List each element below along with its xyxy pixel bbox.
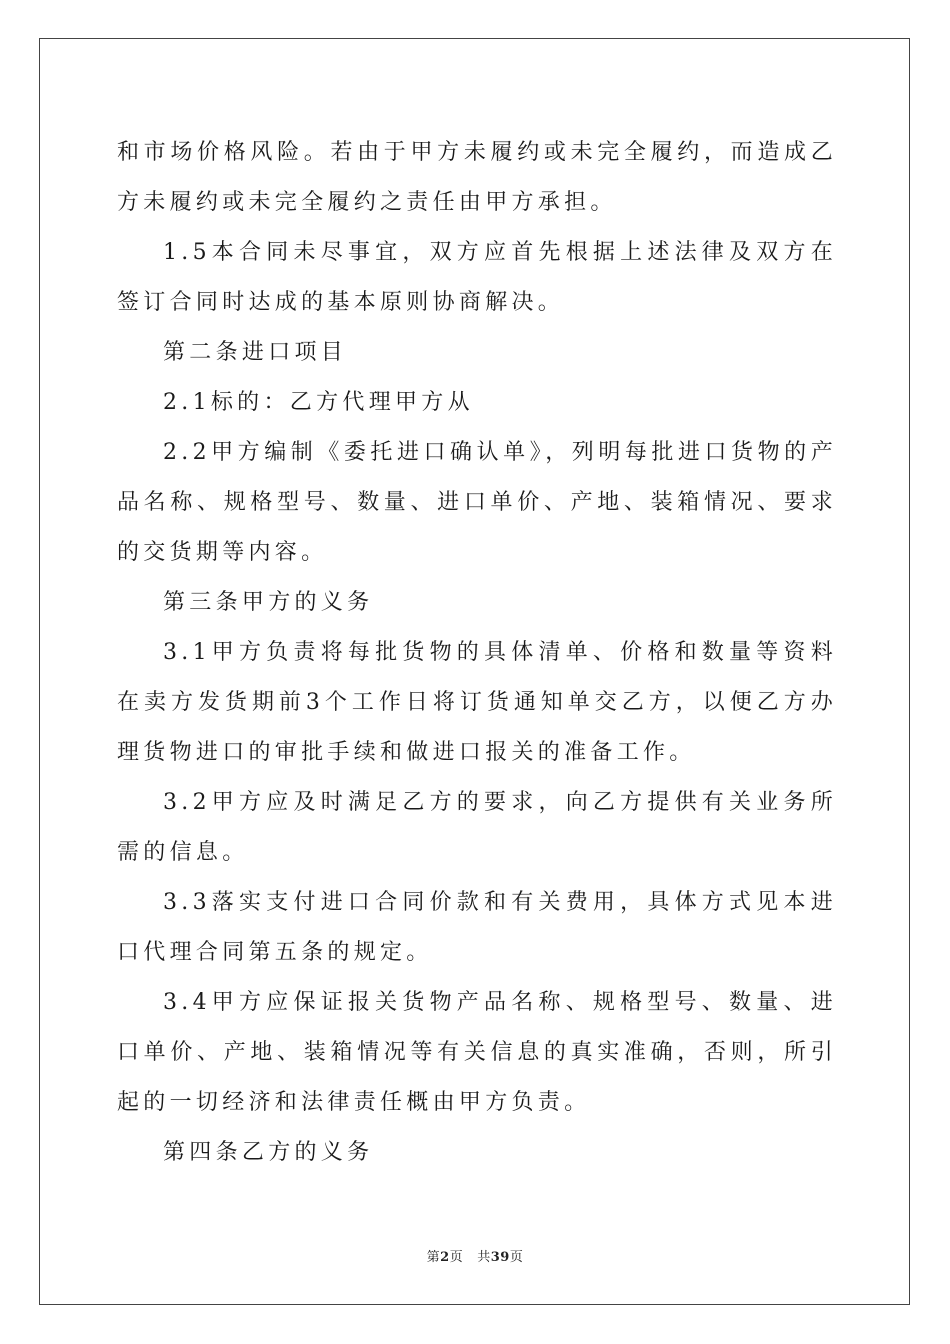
section-heading: 第四条乙方的义务: [163, 1140, 374, 1165]
paragraph: 2.2甲方编制《委托进口确认单》，列明每批进口货物的产品名称、规格型号、数量、进口单价、产地、装箱情况、要求的交货期等内容。: [117, 440, 837, 565]
page-footer: [0, 1246, 950, 1265]
section-heading: 第三条甲方的义务: [163, 590, 374, 615]
paragraph: 3.1甲方负责将每批货物的具体清单、价格和数量等资料在卖方发货期前3个工作日将订货通知单交乙方，以便乙方办理货物进口的审批手续和做进口报关的准备工作。: [117, 640, 837, 765]
paragraph: 3.4甲方应保证报关货物产品名称、规格型号、数量、进口单价、产地、装箱情况等有关信息的真实准确，否则，所引起的一切经济和法律责任概由甲方负责。: [117, 990, 837, 1115]
page-number: 2: [440, 1250, 450, 1265]
total-pages: 39: [490, 1250, 510, 1265]
paragraph: 和市场价格风险。若由于甲方未履约或未完全履约，而造成乙方未履约或未完全履约之责任由甲方承担。: [117, 140, 837, 215]
paragraph: 3.3落实支付进口合同价款和有关费用，具体方式见本进口代理合同第五条的规定。: [117, 890, 837, 965]
document-body: [117, 128, 837, 1178]
page-prefix: 第: [426, 1250, 441, 1265]
total-suffix: 页: [509, 1250, 524, 1265]
paragraph: 1.5本合同未尽事宜，双方应首先根据上述法律及双方在签订合同时达成的基本原则协商解决。: [117, 240, 837, 315]
section-heading: 第二条进口项目: [163, 340, 348, 365]
total-prefix: 共: [477, 1250, 491, 1265]
paragraph: 3.2甲方应及时满足乙方的要求，向乙方提供有关业务所需的信息。: [117, 790, 837, 865]
page-suffix: 页: [449, 1250, 464, 1265]
paragraph: 2.1标的：乙方代理甲方从: [163, 390, 474, 415]
